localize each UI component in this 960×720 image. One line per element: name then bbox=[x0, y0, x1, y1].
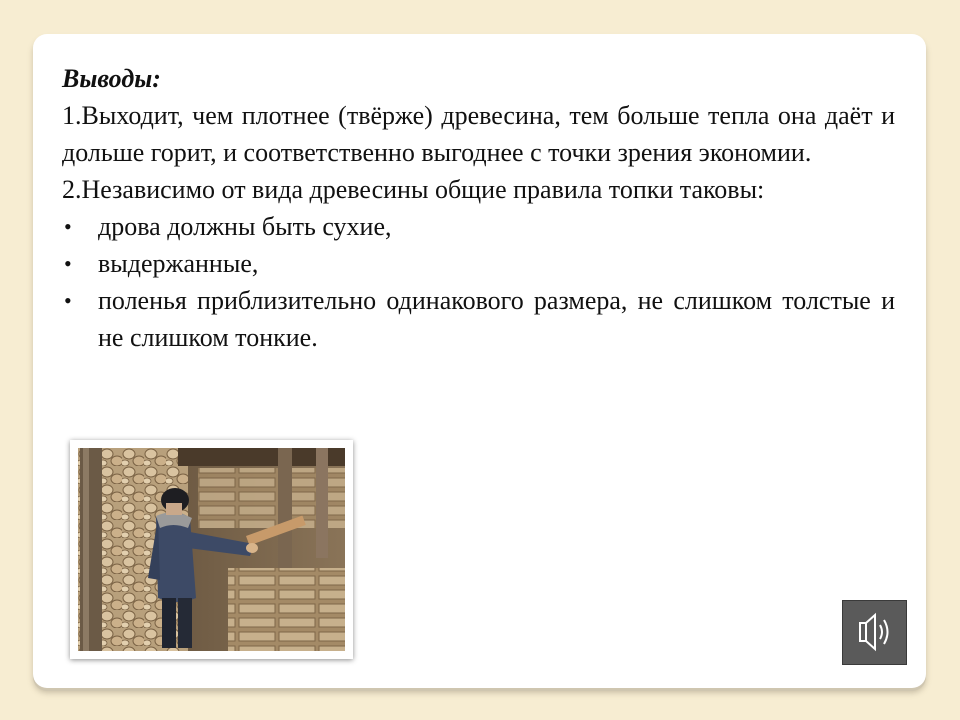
bullet-icon: • bbox=[64, 288, 72, 313]
photo-frame bbox=[70, 440, 353, 659]
list-item bbox=[62, 245, 895, 282]
list-item-text: поленья приблизительно одинакового размера, не слишком толстые и не слишком тонкие. bbox=[98, 286, 895, 352]
woodpile-illustration bbox=[78, 448, 345, 651]
woodpile-photo bbox=[78, 448, 345, 651]
rules-list bbox=[62, 208, 895, 356]
bullet-icon: • bbox=[64, 251, 72, 276]
conclusions-text bbox=[62, 60, 895, 356]
conclusions-heading: Выводы: bbox=[62, 64, 161, 93]
list-item-text: выдержанные, bbox=[98, 249, 259, 278]
sound-button[interactable] bbox=[842, 600, 907, 665]
speaker-icon bbox=[843, 601, 906, 664]
list-item bbox=[62, 208, 895, 245]
list-item-text: дрова должны быть сухие, bbox=[98, 212, 392, 241]
list-item bbox=[62, 282, 895, 356]
conclusion-paragraph-2: 2.Независимо от вида древесины общие правила топки таковы: bbox=[62, 175, 765, 204]
conclusion-paragraph-1: 1.Выходит, чем плотнее (твёрже) древесина, тем больше тепла она даёт и дольше горит, и соответственно выгоднее с точки зрения экономии. bbox=[62, 101, 895, 167]
bullet-icon: • bbox=[64, 214, 72, 239]
